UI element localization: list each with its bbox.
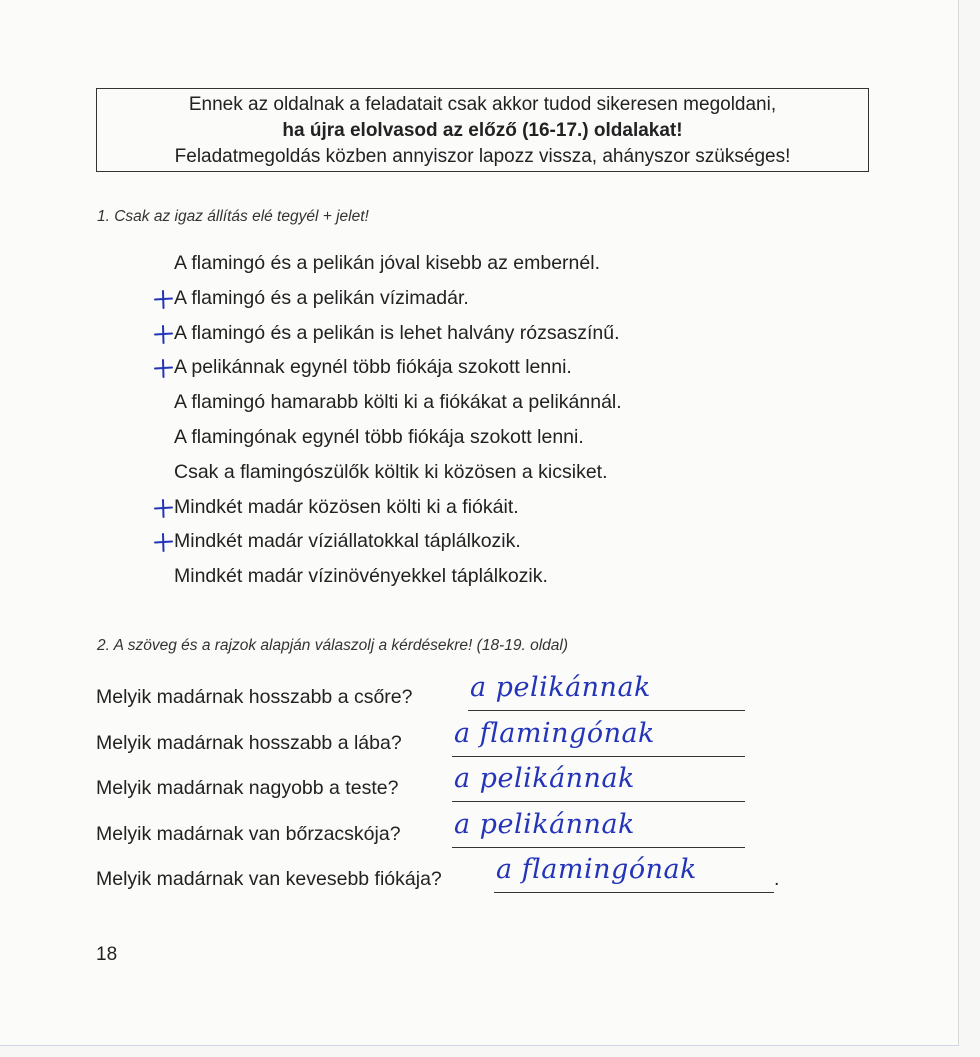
question-text: Melyik madárnak nagyobb a teste? [96, 777, 399, 799]
answer-line [468, 710, 745, 711]
statement-item: Mindkét madár víziállatokkal táplálkozik. [174, 530, 521, 553]
task-1-heading: 1. Csak az igaz állítás elé tegyél + jelet! [97, 208, 369, 225]
instruction-line-2: ha újra elolvasod az előző (16-17.) oldalakat! [282, 120, 683, 141]
statement-item: A pelikánnak egynél több fiókája szokott lenni. [174, 356, 572, 379]
instruction-line-3: Feladatmegoldás közben annyiszor lapozz vissza, ahányszor szükséges! [174, 146, 791, 167]
statement-item: Csak a flamingószülők költik ki közösen a kicsiket. [174, 460, 608, 483]
instruction-box [96, 88, 869, 172]
instruction-line-1: Ennek az oldalnak a feladatait csak akkor tudod sikeresen megoldani, [188, 94, 777, 115]
answer-line [494, 892, 774, 893]
plus-mark-icon [152, 288, 174, 310]
plus-mark-icon [152, 357, 174, 379]
handwritten-answer: a pelikánnak [470, 672, 651, 703]
task-2-heading: 2. A szöveg és a rajzok alapján válaszolj a kérdésekre! (18-19. oldal) [97, 637, 568, 654]
plus-mark-icon [152, 531, 174, 553]
page-number: 18 [96, 944, 118, 965]
question-text: Melyik madárnak hosszabb a csőre? [96, 686, 413, 708]
handwritten-answer: a flamingónak [496, 854, 697, 885]
statement-item: Mindkét madár vízinövényekkel táplálkozik. [174, 565, 548, 588]
question-text: Melyik madárnak hosszabb a lába? [96, 731, 402, 754]
answer-line [452, 847, 745, 848]
statement-item: A flamingó és a pelikán jóval kisebb az embernél. [174, 252, 600, 274]
answer-line [452, 756, 745, 757]
question-text: Melyik madárnak van kevesebb fiókája? [96, 868, 442, 890]
statement-item: Mindkét madár közösen költi ki a fiókáit. [174, 495, 519, 518]
statement-item: A flamingónak egynél több fiókája szokott lenni. [174, 426, 584, 448]
trailing-period: . [774, 868, 780, 890]
handwritten-answer: a pelikánnak [454, 763, 635, 794]
statement-item: A flamingó és a pelikán is lehet halvány rózsaszínű. [174, 321, 620, 344]
statement-item: A flamingó és a pelikán vízimadár. [174, 286, 469, 309]
plus-mark-icon [152, 323, 174, 345]
handwritten-answer: a pelikánnak [454, 808, 635, 840]
plus-mark-icon [152, 497, 174, 519]
handwritten-answer: a flamingónak [454, 717, 655, 749]
answer-line [452, 801, 745, 802]
question-text: Melyik madárnak van bőrzacskója? [96, 822, 401, 845]
statement-item: A flamingó hamarabb költi ki a fiókákat a pelikánnál. [174, 391, 622, 414]
